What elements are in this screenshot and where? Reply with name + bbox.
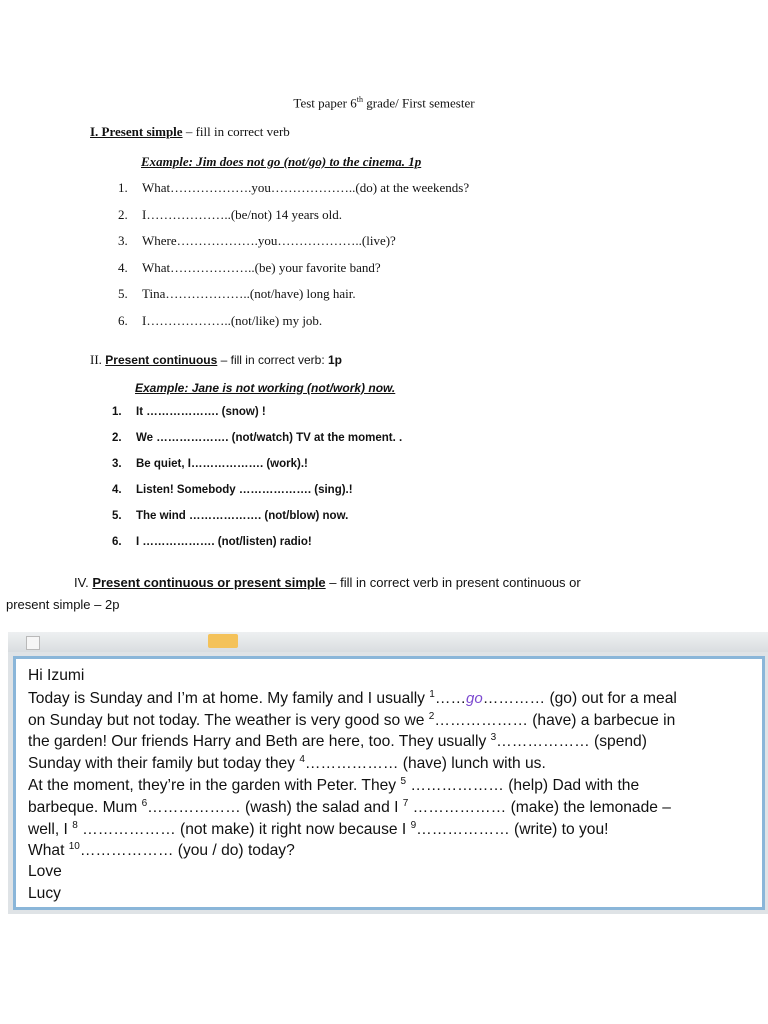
letter-line: on Sunday but not today. The weather is very good so we $^2$……………… (have) a barbecue in [28, 710, 676, 729]
list-item: 6. I ………………. (not/listen) radio! [112, 536, 312, 548]
section-1-heading: I. Present simple – fill in correct verb [90, 124, 290, 139]
section-4-heading: IV. Present continuous or present simple – fill in correct verb in present continuous or [74, 575, 581, 590]
list-item: 6. I………………..(not/like) my job. [118, 312, 323, 328]
list-item: 1. What……………….you………………..(do) at the weekends? [118, 180, 470, 195]
letter-line: What $^{10}$……………… (you / do) today? [28, 841, 295, 860]
section-2-list [112, 406, 402, 562]
section-4-heading-continued: present simple – 2p [6, 597, 120, 612]
letter-line: barbeque. Mum $^6$……………… (wash) the salad and I $^7$ ……………… (make) the lemonade – [28, 797, 671, 816]
letter-closing: Love [28, 863, 62, 881]
letter-line: Sunday with their family but today they $^4$……………… (have) lunch with us. [28, 754, 546, 773]
section-1-example: Example: Jim does not go (not/go) to the cinema. 1p [141, 154, 422, 169]
list-item: 4. Listen! Somebody ………………. (sing).! [112, 484, 353, 496]
orange-tab-icon [208, 634, 238, 648]
image-top-strip [8, 632, 768, 652]
section-2-example: Example: Jane is not working (not/work) now. [135, 381, 396, 395]
list-item: 4. What………………..(be) your favorite band? [118, 259, 381, 275]
list-item: 1. It ………………. (snow) ! [112, 406, 266, 418]
list-item: 2. I………………..(be/not) 14 years old. [118, 206, 343, 222]
page-title: Test paper 6th grade/ First semester [293, 95, 475, 111]
letter-line: At the moment, they’re in the garden with Peter. They $^5$ ……………… (help) Dad with the [28, 775, 640, 795]
letter-line: Today is Sunday and I’m at home. My family and I usually $^1$……go………… (go) out for a meal [28, 688, 677, 707]
list-item: 5. Tina………………..(not/have) long hair. [118, 286, 356, 302]
list-item: 2. We ………………. (not/watch) TV at the moment. . [112, 432, 403, 444]
letter-signature: Lucy [28, 884, 61, 902]
section-2-heading: II. Present continuous – fill in correct verb: 1p [90, 352, 342, 367]
section-1-list [118, 180, 469, 340]
letter-text [28, 667, 677, 907]
page-corner-icon [26, 636, 40, 650]
letter-line: the garden! Our friends Harry and Beth are here, too. They usually $^3$……………… (spend) [28, 732, 647, 751]
letter-image [8, 632, 768, 914]
letter-greeting: Hi Izumi [28, 667, 85, 684]
handwritten-answer: go [466, 689, 483, 707]
list-item: 3. Be quiet, I………………. (work).! [112, 458, 308, 470]
letter-line: well, I $^8$ ……………… (not make) it right now because I $^9$……………… (write) to you! [28, 819, 609, 838]
list-item: 3. Where……………….you………………..(live)? [118, 233, 396, 249]
list-item: 5. The wind ………………. (not/blow) now. [112, 510, 349, 522]
